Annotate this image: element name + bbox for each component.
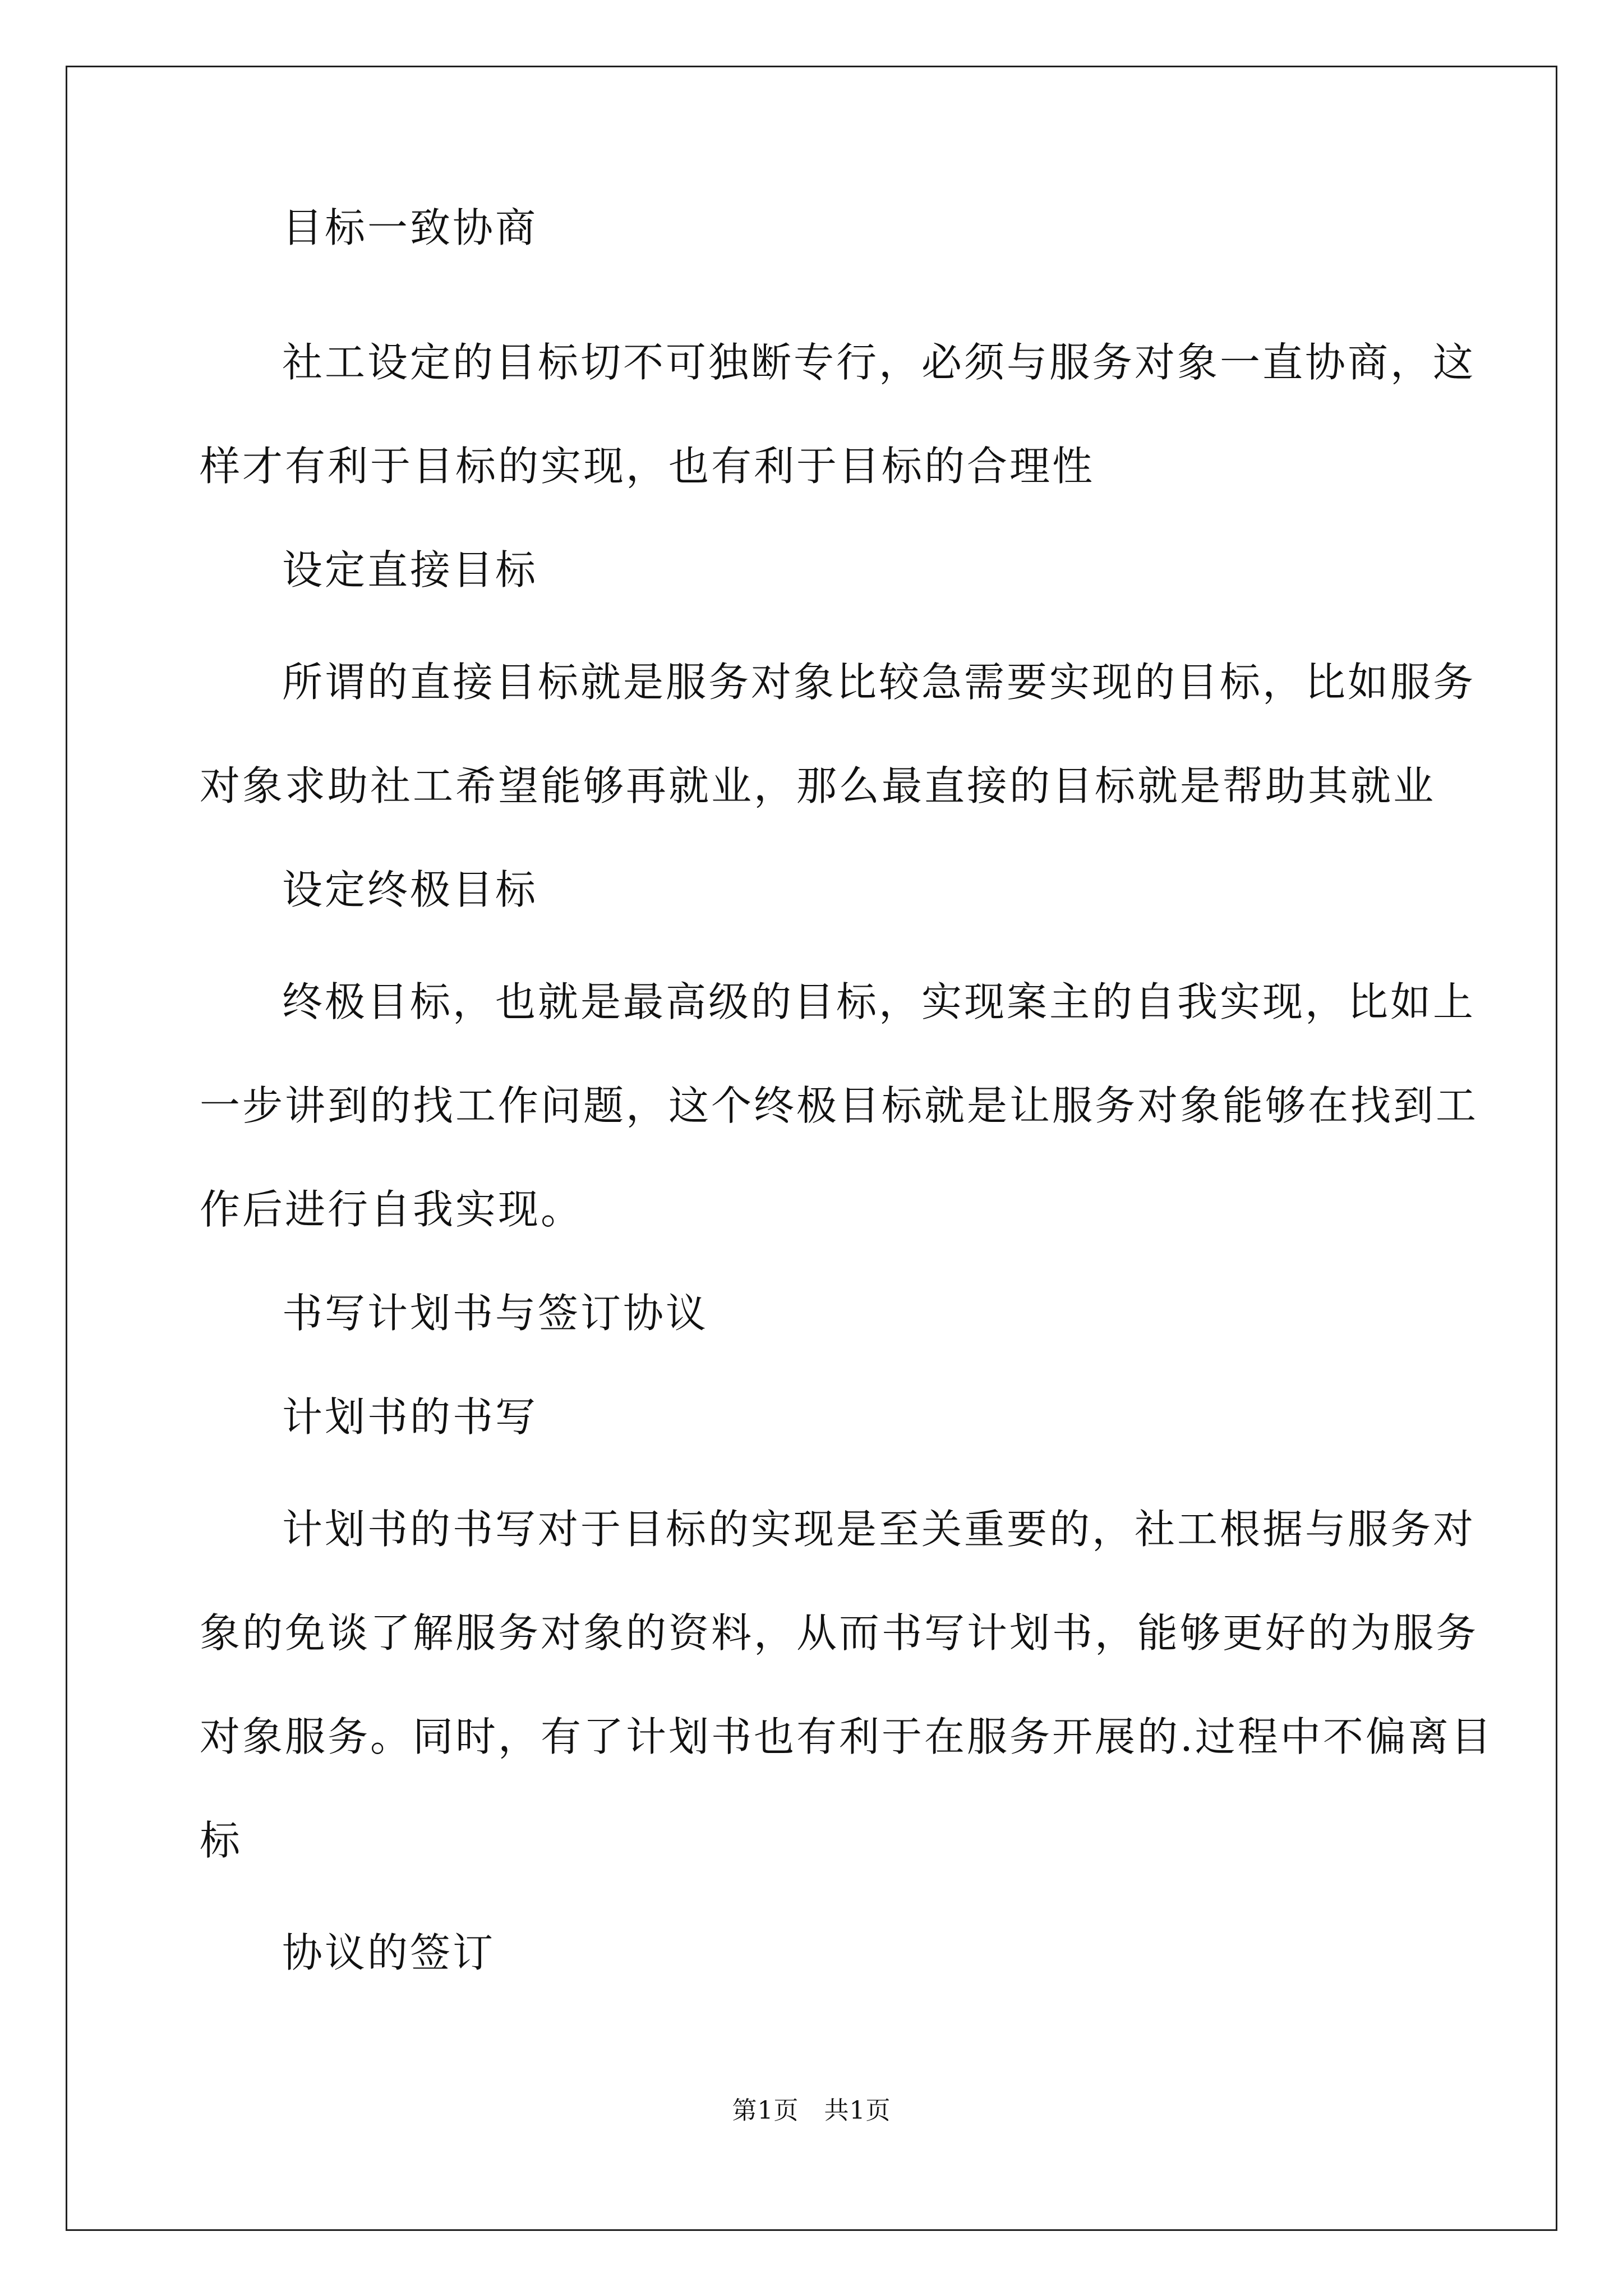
paragraph-line: 所谓的直接目标就是服务对象比较急需要实现的目标，比如服务 [282, 659, 1476, 706]
paragraph-line: 对象服务。同时，有了计划书也有利于在服务开展的.过程中不偏离目 [200, 1713, 1493, 1760]
paragraph-line: 标 [200, 1817, 243, 1864]
heading-ultimate-goal: 设定终极目标 [282, 866, 538, 913]
paragraph-line: 终极目标，也就是最高级的目标，实现案主的自我实现，比如上 [282, 978, 1476, 1025]
page-total: 共1页 [824, 2096, 891, 2125]
page-footer [0, 2094, 1623, 2128]
page-number: 第1页 [732, 2096, 799, 2125]
paragraph-line: 作后进行自我实现。 [200, 1186, 584, 1233]
paragraph-line: 对象求助社工希望能够再就业，那么最直接的目标就是帮助其就业 [200, 762, 1436, 809]
paragraph-line: 样才有利于目标的实现，也有利于目标的合理性 [200, 443, 1095, 490]
heading-plan-writing: 计划书的书写 [282, 1393, 538, 1441]
paragraph-line: 计划书的书写对于目标的实现是至关重要的，社工根据与服务对 [282, 1506, 1476, 1553]
heading-agreement-signing: 协议的签订 [282, 1929, 496, 1976]
paragraph-line: 象的免谈了解服务对象的资料，从而书写计划书，能够更好的为服务 [200, 1609, 1479, 1657]
heading-plan-and-agreement: 书写计划书与签订协议 [282, 1290, 709, 1337]
heading-goal-consensus: 目标一致协商 [282, 204, 538, 251]
paragraph-line: 社工设定的目标切不可独断专行，必须与服务对象一直协商，这 [282, 339, 1476, 386]
paragraph-line: 一步讲到的找工作问题，这个终极目标就是让服务对象能够在找到工 [200, 1082, 1479, 1129]
page-border [66, 66, 1557, 2231]
heading-direct-goal: 设定直接目标 [282, 546, 538, 593]
